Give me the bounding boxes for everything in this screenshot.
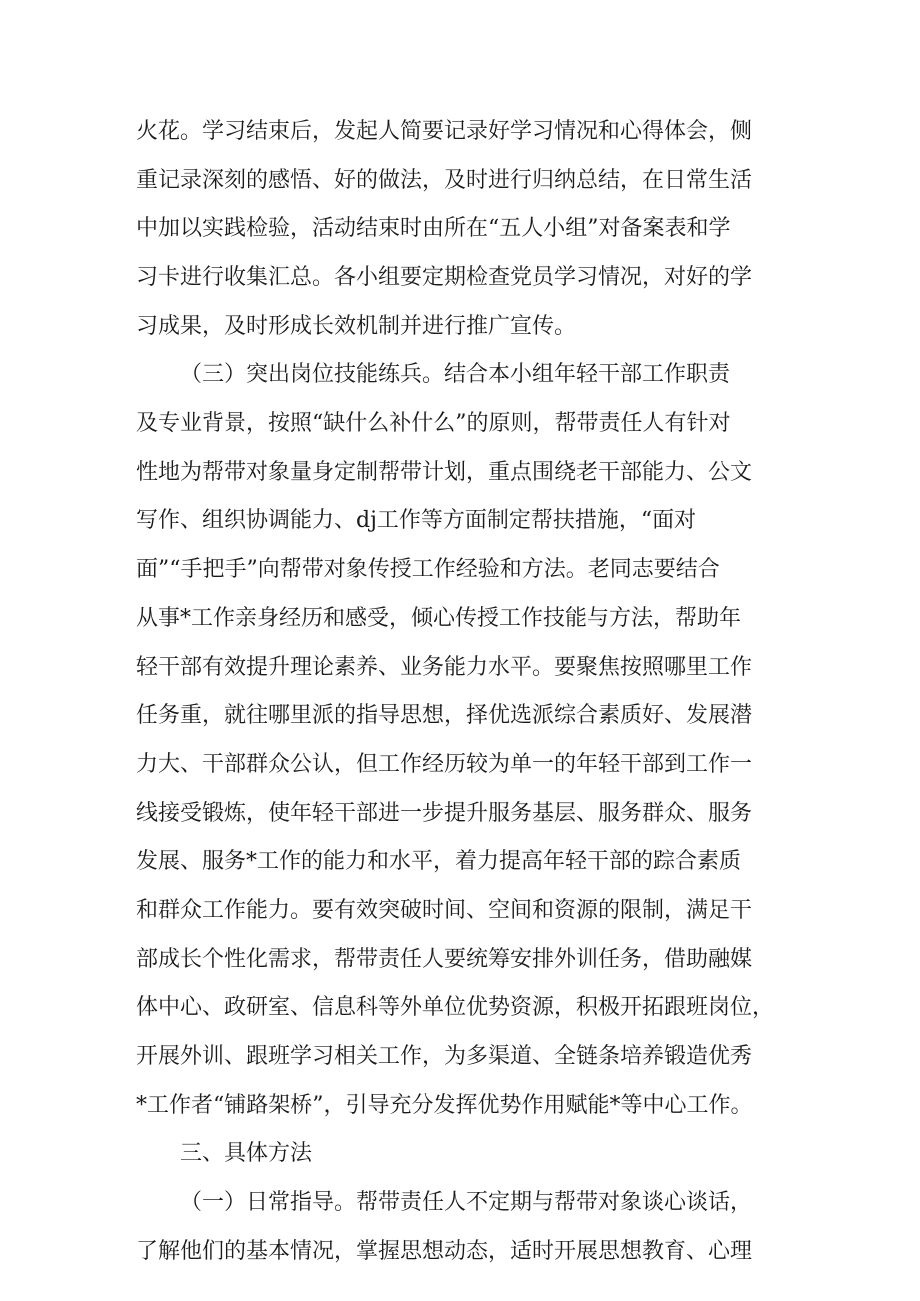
- body-line: 部成长个性化需求，帮带责任人要统筹安排外训任务，借助融媒: [136, 947, 753, 972]
- body-line: *工作者“铺路架桥”，引导充分发挥优势作用赋能*等中心工作。: [136, 1093, 753, 1118]
- body-line: 了解他们的基本情况，掌握思想动态，适时开展思想教育、心理: [136, 1239, 753, 1264]
- body-line: 习卡进行收集汇总。各小组要定期检查党员学习情况，对好的学: [136, 265, 753, 290]
- body-line: 火花。学习结束后，发起人简要记录好学习情况和心得体会，侧: [136, 119, 753, 144]
- body-line: 任务重，就往哪里派的指导思想，择优选派综合素质好、发展潜: [136, 703, 753, 728]
- body-line: 和群众工作能力。要有效突破时间、空间和资源的限制，满足干: [136, 898, 753, 923]
- body-line: 开展外训、跟班学习相关工作，为多渠道、全链条培养锻造优秀: [136, 1044, 753, 1069]
- body-line: 习成果，及时形成长效机制并进行推广宣传。: [136, 314, 577, 339]
- body-line: 及专业背景，按照“缺什么补什么”的原则，帮带责任人有针对: [136, 411, 731, 436]
- body-line: 面”“手把手”向帮带对象传授工作经验和方法。老同志要结合: [136, 557, 720, 582]
- body-line: 性地为帮带对象量身定制帮带计划，重点围绕老干部能力、公文: [136, 460, 753, 485]
- body-line: 中加以实践检验，活动结束时由所在“五人小组”对备案表和学: [136, 216, 731, 241]
- body-line: 写作、组织协调能力、dj工作等方面制定帮扶措施，“面对: [136, 508, 697, 533]
- body-line: 线接受锻炼，使年轻干部进一步提升服务基层、服务群众、服务: [136, 801, 753, 826]
- body-line: 轻干部有效提升理论素养、业务能力水平。要聚焦按照哪里工作: [136, 655, 753, 680]
- body-line: 力大、干部群众公认，但工作经历较为单一的年轻干部到工作一: [136, 752, 753, 777]
- sub-heading-line: （一）日常指导。帮带责任人不定期与帮带对象谈心谈话，: [180, 1190, 753, 1215]
- body-line: 体中心、政研室、信息科等外单位优势资源，积极开拓跟班岗位，: [136, 995, 775, 1020]
- section-heading: 三、具体方法: [180, 1141, 313, 1166]
- section-heading: （三）突出岗位技能练兵。结合本小组年轻干部工作职责: [180, 362, 731, 387]
- body-line: 从事*工作亲身经历和感受，倾心传授工作技能与方法，帮助年: [136, 606, 742, 631]
- body-line: 发展、服务*工作的能力和水平，着力提高年轻干部的踪合素质: [136, 849, 742, 874]
- body-line: 重记录深刻的感悟、好的做法，及时进行归纳总结，在日常生活: [136, 168, 753, 193]
